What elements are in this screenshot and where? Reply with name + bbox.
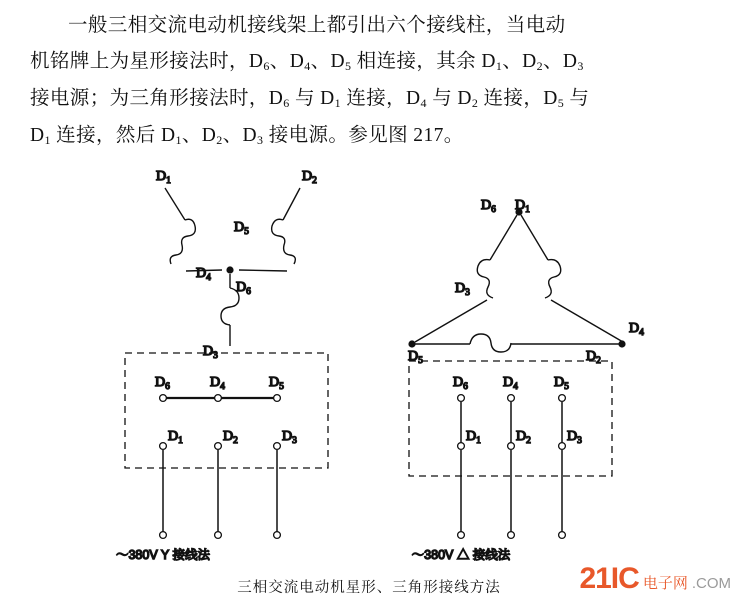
watermark-domain: .COM: [691, 575, 731, 592]
delta-supply-leads: [461, 450, 562, 532]
delta-coil-left: [477, 260, 493, 298]
delta-right-tail: [551, 300, 623, 342]
star-label-D3: $D_3$: [203, 344, 218, 361]
star-arm-right-lead: [283, 188, 300, 220]
delta-box-label-D1: $D_1$: [466, 429, 481, 446]
wiring-diagram: [0, 150, 739, 604]
delta-bottom-left-node: [408, 340, 415, 347]
delta-right-lead: [521, 215, 548, 260]
delta-left-lead: [490, 215, 517, 260]
figure-caption: 三相交流电动机星形、三角形接线方法: [237, 580, 501, 596]
delta-bottom-right-node: [618, 340, 625, 347]
delta-label-D2: $D_2$: [586, 349, 601, 366]
star-label-D5: $D_5$: [234, 220, 249, 237]
watermark: [579, 564, 731, 594]
star-label-D2: $D_2$: [302, 169, 317, 186]
delta-label-D5: $D_5$: [408, 349, 423, 366]
paragraph-line-3: 接电源；为三角形接法时，$D_6$ 与 $D_1$ 连接，$D_4$ 与 $D_2$ 连接，$D_5$ 与: [30, 88, 590, 110]
star-bottom-terminal-2: [215, 443, 222, 450]
delta-bottom-terminal-1: [458, 443, 465, 450]
star-arm-left-lead: [165, 188, 185, 220]
star-label-D1: $D_1$: [156, 169, 171, 186]
star-centre-node: [226, 266, 233, 273]
delta-winding-group: [408, 208, 625, 352]
star-box-label-D4: $D_4$: [210, 375, 225, 392]
body-paragraph: [30, 8, 718, 155]
delta-box-label-D4: $D_4$: [503, 375, 518, 392]
paragraph-line-1: 一般三相交流电动机接线架上都引出六个接线柱，当电动: [68, 15, 566, 36]
delta-box-label-D5: $D_5$: [554, 375, 569, 392]
star-bottom-terminal-1: [160, 443, 167, 450]
delta-coil-bottom: [470, 334, 511, 352]
delta-supply-caption: ～380V △ 接线法: [411, 548, 511, 562]
delta-supply-terminal-1: [458, 532, 465, 539]
watermark-number: 21IC: [579, 562, 639, 595]
delta-label-D4: $D_4$: [629, 321, 644, 338]
diagram-svg: [0, 150, 739, 604]
paragraph-line-2: 机铭牌上为星形接法时，$D_6$、$D_4$、$D_5$ 相连接，其余 $D_1$、$D_2$、$D_3$: [30, 51, 584, 73]
delta-box-label-D3: $D_3$: [567, 429, 582, 446]
star-label-D6: $D_6$: [236, 280, 251, 297]
star-box-label-D2: $D_2$: [223, 429, 238, 446]
star-supply-leads: [163, 450, 277, 532]
star-supply-terminal-3: [274, 532, 281, 539]
star-top-terminal-2: [215, 395, 222, 402]
star-supply-caption: ～380V Y 接线法: [115, 548, 211, 562]
delta-top-terminal-1: [458, 395, 465, 402]
star-box-label-D6: $D_6$: [155, 375, 170, 392]
delta-coil-right: [545, 260, 561, 298]
delta-bottom-terminal-3: [559, 443, 566, 450]
star-winding-group: [165, 188, 300, 346]
star-bottom-terminal-3: [274, 443, 281, 450]
delta-box-label-D2: $D_2$: [516, 429, 531, 446]
star-arm-right-tail: [239, 270, 287, 271]
delta-supply-terminal-2: [508, 532, 515, 539]
star-box-label-D3: $D_3$: [282, 429, 297, 446]
delta-box-label-D6: $D_6$: [453, 375, 468, 392]
star-label-D4: $D_4$: [196, 266, 211, 283]
star-box-label-D5: $D_5$: [269, 375, 284, 392]
star-coil-left: [170, 219, 195, 264]
star-terminal-box: [125, 353, 328, 468]
paragraph-line-4: $D_1$ 连接，然后 $D_1$、$D_2$、$D_3$ 接电源。参见图 217。: [30, 125, 464, 147]
delta-bottom-terminal-2: [508, 443, 515, 450]
star-top-terminal-3: [274, 395, 281, 402]
delta-top-terminal-3: [559, 395, 566, 402]
delta-label-D6: $D_6$: [481, 198, 496, 215]
star-supply-terminal-1: [160, 532, 167, 539]
delta-top-terminal-2: [508, 395, 515, 402]
star-coil-right: [272, 219, 296, 264]
star-top-terminal-1: [160, 395, 167, 402]
watermark-text: 电子网: [642, 575, 688, 592]
star-supply-terminal-2: [215, 532, 222, 539]
delta-label-D1: $D_1$: [515, 198, 530, 215]
delta-label-D3: $D_3$: [455, 281, 470, 298]
star-box-label-D1: $D_1$: [168, 429, 183, 446]
delta-supply-terminal-3: [559, 532, 566, 539]
